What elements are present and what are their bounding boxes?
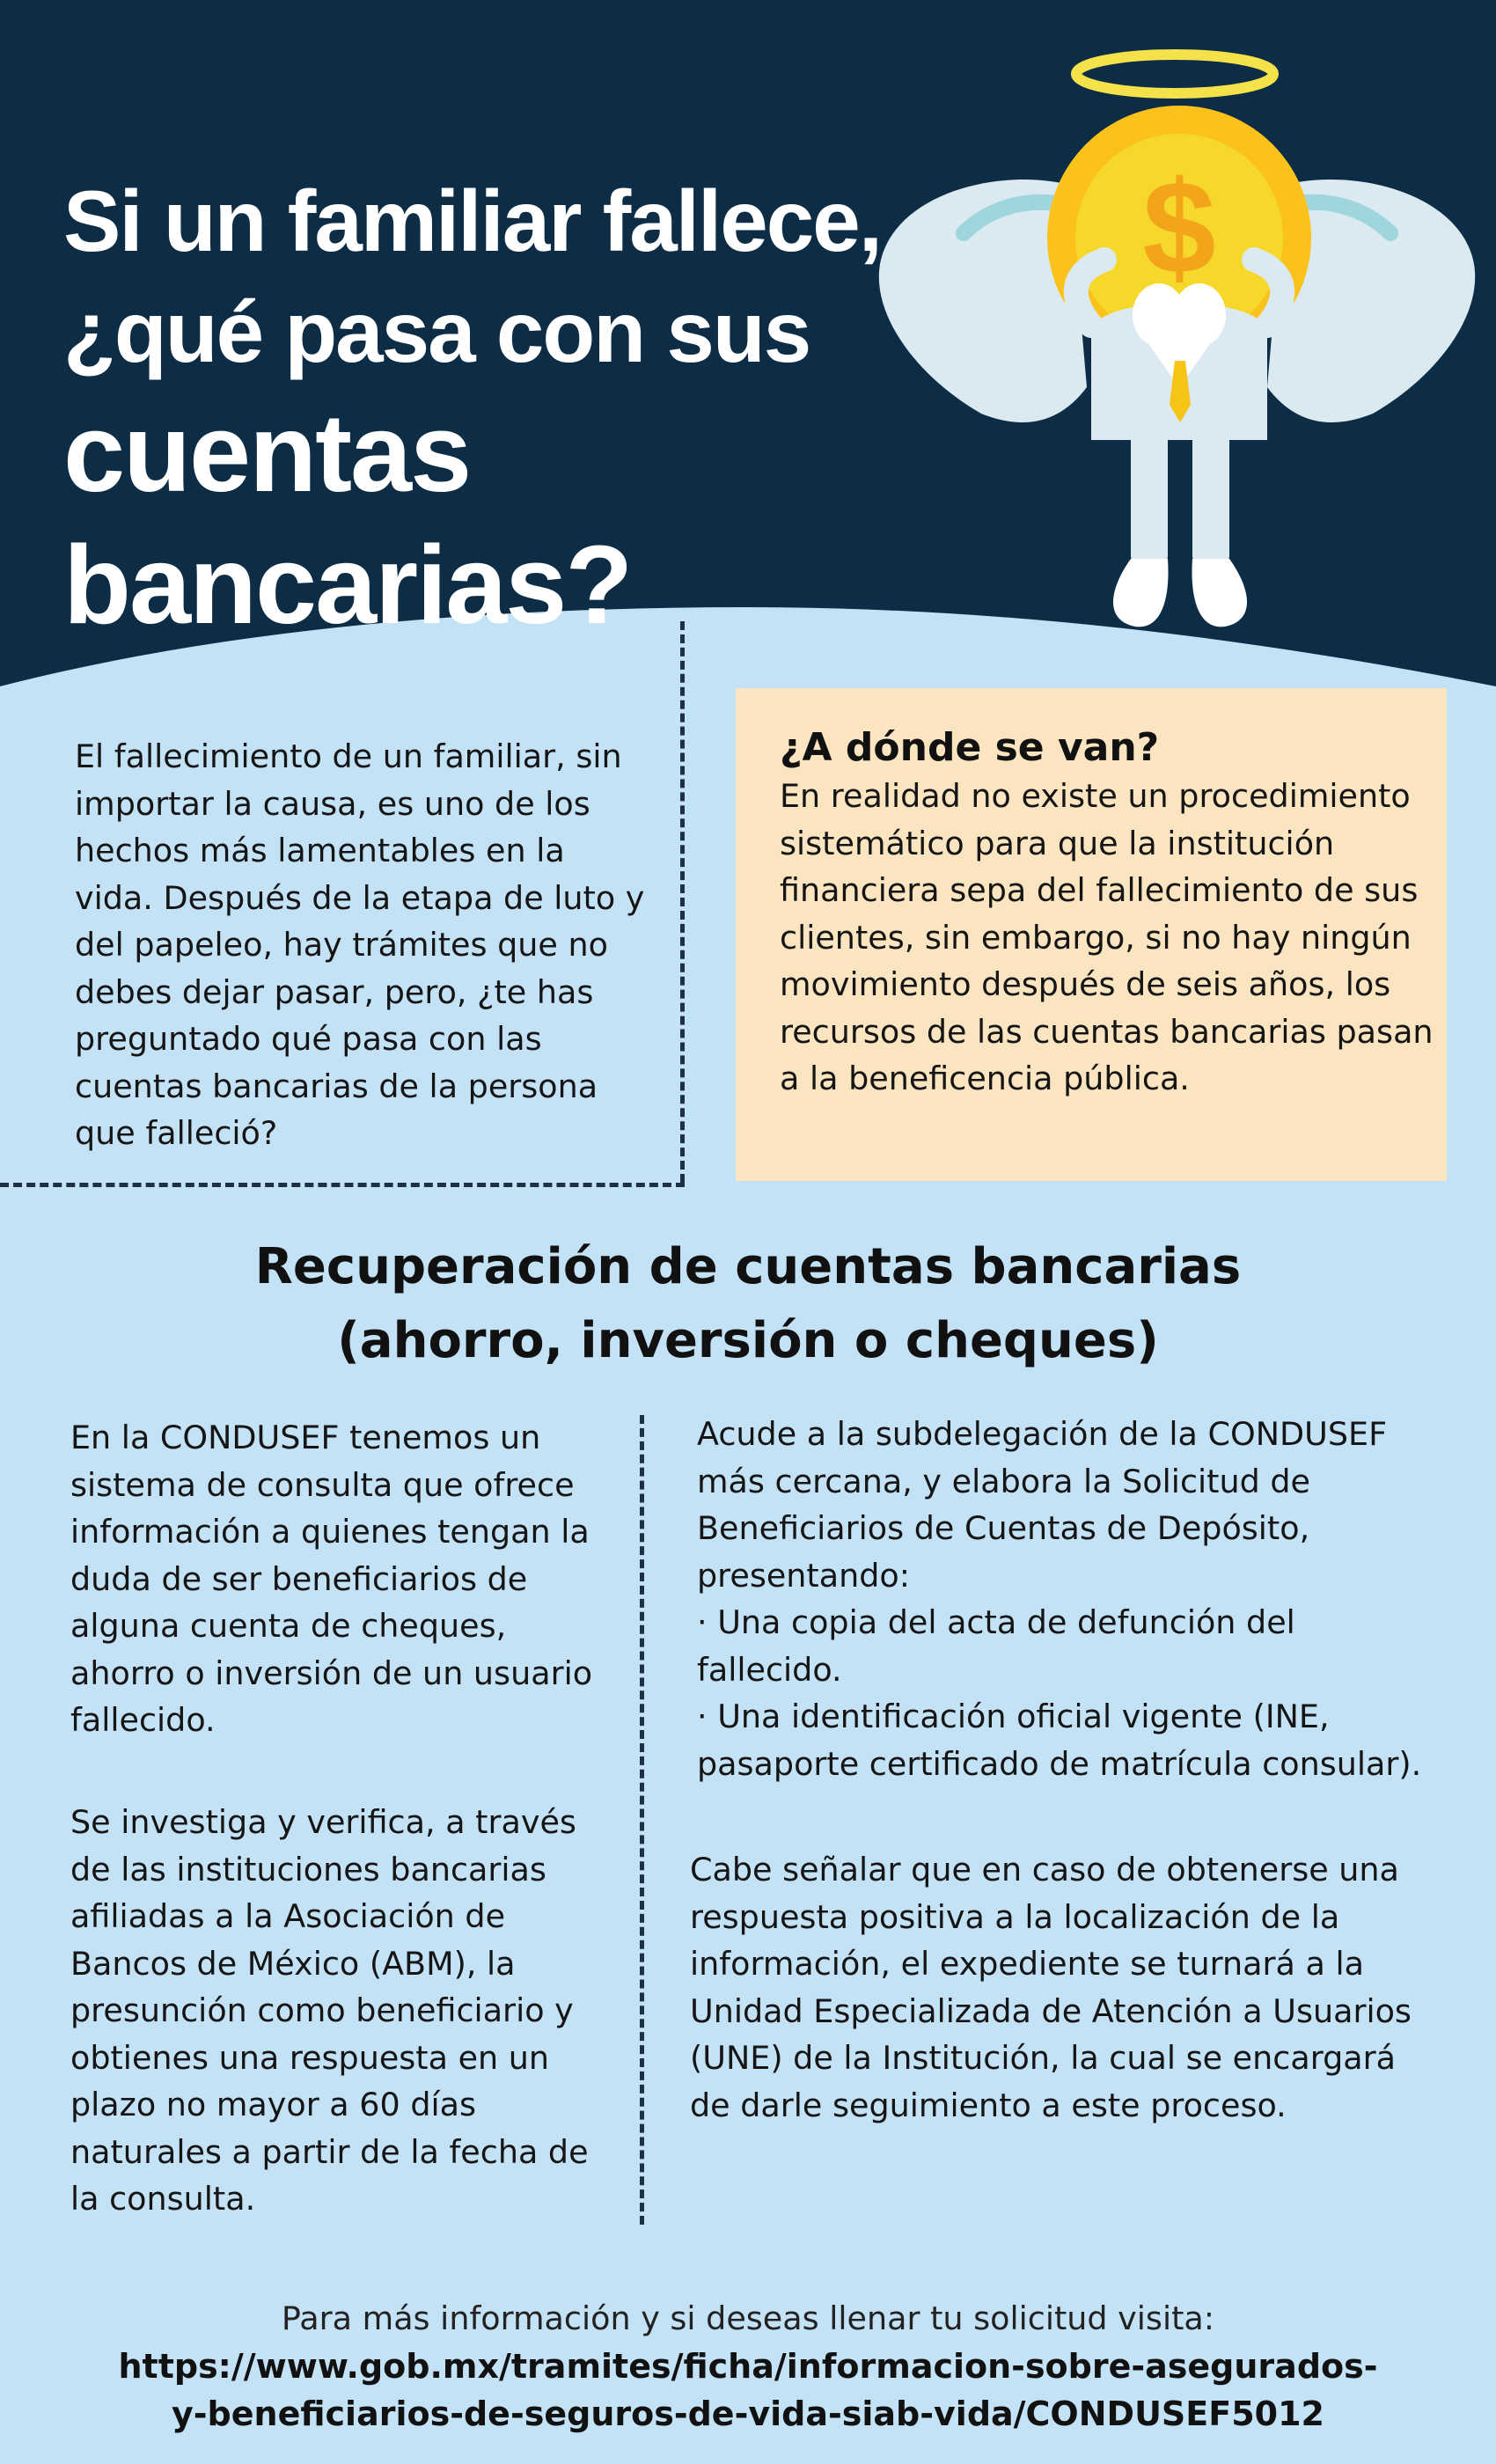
footer-lead-text: Para más información y si deseas llenar tu solicitud visita: [281,2299,1215,2337]
info-box [736,688,1447,1181]
divider-horizontal-top [0,1183,685,1187]
footer-link-line-1[interactable]: https://www.gob.mx/tramites/ficha/informacion-sobre-asegurados- [118,2347,1378,2386]
right-paragraph-1 [697,1411,1471,1787]
footer [0,2295,1496,2438]
divider-vertical-top [680,621,685,1183]
section-title [0,1230,1496,1378]
section-title-line-2: (ahorro, inversión o cheques) [337,1312,1159,1369]
left-paragraph-1: En la CONDUSEF tenemos un sistema de consulta que ofrece información a quienes tengan la duda de ser beneficiarios de alguna cuenta de cheques, ahorro o inversión de un usuario fallecido. [70,1419,593,1739]
title-line-3: cuentas bancarias? [63,391,632,647]
footer-link[interactable] [0,2343,1496,2438]
section-title-line-1: Recuperación de cuentas bancarias [254,1238,1242,1295]
bullet-item-2: · Una identificación oficial vigente (INE, pasaporte certificado de matrícula consular). [697,1698,1422,1783]
divider-vertical-middle [640,1415,644,2225]
right-paragraph-2: Cabe señalar que en caso de obtenerse una respuesta positiva a la localización de la información, el expediente se turnará a la Unidad Especializada de Atención a Usuarios (UNE) de la Institución, la cual se encargará de darle seguimiento a este proceso. [690,1851,1412,2124]
info-box-title: ¿A dónde se van? [780,725,1160,770]
intro-text: El fallecimiento de un familiar, sin importar la causa, es uno de los hechos más lamentables en la vida. Después de la etapa de luto y del papeleo, hay trámites que no debes dejar pasar, pero, ¿te has preguntado qué pasa con las cuentas bancarias de la persona que falleció? [75,737,645,1152]
title-line-2: ¿qué pasa con sus [63,283,810,380]
dollar-sign-icon: $ [1142,153,1216,301]
left-paragraph-2: Se investiga y verifica, a través de las instituciones bancarias afiliadas a la Asociación de Bancos de México (ABM), la presunción como beneficiario y obtienes una respuesta en un plazo no mayor a 60 días naturales a partir de la fecha de la consulta. [70,1803,589,2218]
footer-link-line-2[interactable]: y-beneficiarios-de-seguros-de-vida-siab-vida/CONDUSEF5012 [172,2394,1324,2433]
bullet-item-1: · Una copia del acta de defunción del fallecido. [697,1603,1295,1689]
right-paragraph-1-intro: Acude a la subdelegación de la CONDUSEF más cercana, y elabora la Solicitud de Beneficiarios de Cuentas de Depósito, presentando: [697,1415,1388,1595]
angel-coin-icon [867,35,1496,634]
title-line-1: Si un familiar fallece, [63,172,881,269]
info-box-text: En realidad no existe un procedimiento sistemático para que la institución financiera sepa del fallecimiento de sus clientes, sin embargo, si no hay ningún movimiento después de seis años, los recursos de las cuentas bancarias pasan a la beneficencia pública. [780,777,1434,1097]
page-title [63,165,943,651]
